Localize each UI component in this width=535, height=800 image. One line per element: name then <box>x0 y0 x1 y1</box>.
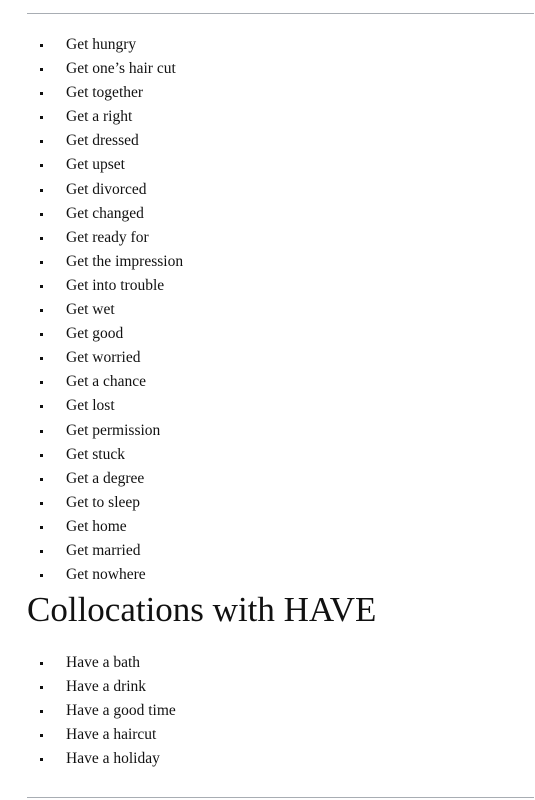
list-item <box>0 699 535 723</box>
bullet-icon <box>40 285 43 288</box>
list-item-text: Get nowhere <box>66 566 146 584</box>
list-item-text: Get ready for <box>66 228 149 246</box>
list-item <box>0 322 535 346</box>
have-collocations-list <box>0 651 535 771</box>
bullet-icon <box>40 261 43 264</box>
bullet-icon <box>40 710 43 713</box>
bullet-icon <box>40 92 43 95</box>
list-item <box>0 226 535 250</box>
list-item <box>0 467 535 491</box>
list-item <box>0 419 535 443</box>
bullet-icon <box>40 734 43 737</box>
bullet-icon <box>40 430 43 433</box>
list-item <box>0 298 535 322</box>
list-item <box>0 202 535 226</box>
bullet-icon <box>40 405 43 408</box>
list-item-text: Get stuck <box>66 445 125 463</box>
bullet-icon <box>40 574 43 577</box>
list-item-text: Get wet <box>66 301 115 319</box>
list-item <box>0 491 535 515</box>
bullet-icon <box>40 478 43 481</box>
list-item-text: Have a good time <box>66 702 176 720</box>
list-item <box>0 370 535 394</box>
bullet-icon <box>40 189 43 192</box>
bullet-icon <box>40 116 43 119</box>
list-item <box>0 651 535 675</box>
list-item-text: Get worried <box>66 349 141 367</box>
bullet-icon <box>40 758 43 761</box>
list-item <box>0 539 535 563</box>
bullet-icon <box>40 454 43 457</box>
list-item <box>0 515 535 539</box>
list-item-text: Get a chance <box>66 373 147 391</box>
list-item <box>0 346 535 370</box>
list-item <box>0 178 535 202</box>
list-item-text: Get together <box>66 84 144 102</box>
list-item <box>0 129 535 153</box>
list-item-text: Get to sleep <box>66 493 141 511</box>
bottom-divider <box>27 797 534 798</box>
bullet-icon <box>40 164 43 167</box>
list-item <box>0 105 535 129</box>
bullet-icon <box>40 686 43 689</box>
bullet-icon <box>40 213 43 216</box>
list-item-text: Get a right <box>66 108 133 126</box>
list-item-text: Get changed <box>66 204 144 222</box>
bullet-icon <box>40 357 43 360</box>
list-item <box>0 81 535 105</box>
list-item-text: Get good <box>66 325 124 343</box>
bullet-icon <box>40 526 43 529</box>
list-item-text: Get upset <box>66 156 125 174</box>
bullet-icon <box>40 381 43 384</box>
list-item-text: Get into trouble <box>66 276 165 294</box>
list-item-text: Have a haircut <box>66 726 157 744</box>
list-item-text: Get permission <box>66 421 161 439</box>
list-item <box>0 443 535 467</box>
section-heading-have: Collocations with HAVE <box>27 590 377 629</box>
list-item-text: Get lost <box>66 397 115 415</box>
list-item-text: Get one’s hair cut <box>66 60 176 78</box>
bullet-icon <box>40 237 43 240</box>
list-item-text: Get home <box>66 517 127 535</box>
list-item <box>0 153 535 177</box>
list-item <box>0 675 535 699</box>
list-item-text: Get the impression <box>66 252 184 270</box>
list-item-text: Get married <box>66 541 141 559</box>
list-item <box>0 274 535 298</box>
list-item-text: Have a drink <box>66 678 147 696</box>
list-item <box>0 394 535 418</box>
bullet-icon <box>40 44 43 47</box>
list-item <box>0 563 535 587</box>
list-item-text: Get divorced <box>66 180 147 198</box>
bullet-icon <box>40 68 43 71</box>
list-item <box>0 250 535 274</box>
top-divider <box>27 13 534 14</box>
bullet-icon <box>40 140 43 143</box>
bullet-icon <box>40 502 43 505</box>
bullet-icon <box>40 550 43 553</box>
list-item <box>0 747 535 771</box>
list-item <box>0 33 535 57</box>
bullet-icon <box>40 333 43 336</box>
bullet-icon <box>40 309 43 312</box>
bullet-icon <box>40 662 43 665</box>
list-item-text: Have a holiday <box>66 750 160 768</box>
list-item-text: Get hungry <box>66 36 137 53</box>
list-item-text: Get dressed <box>66 132 139 150</box>
list-item <box>0 723 535 747</box>
list-item-text: Have a bath <box>66 654 141 671</box>
list-item-text: Get a degree <box>66 469 145 487</box>
list-item <box>0 57 535 81</box>
get-collocations-list <box>0 33 535 587</box>
